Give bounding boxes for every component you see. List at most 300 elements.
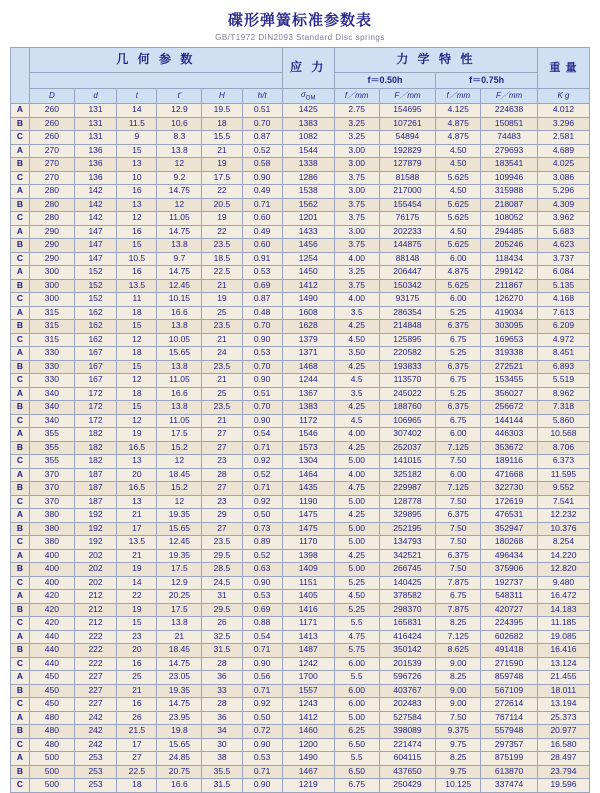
table-cell: 256672 (481, 401, 538, 415)
table-cell: 113570 (379, 374, 436, 388)
table-cell: 20.977 (537, 725, 589, 739)
table-cell: 229987 (379, 482, 436, 496)
table-cell: 35.5 (202, 765, 242, 779)
table-cell: 1379 (282, 333, 334, 347)
table-cell: 3.75 (334, 171, 379, 185)
table-cell: 131 (74, 131, 117, 145)
table-cell: 300 (29, 279, 74, 293)
table-cell: 23.5 (202, 536, 242, 550)
table-cell: 4.25 (334, 509, 379, 523)
table-cell: 21 (202, 279, 242, 293)
table-row (11, 225, 590, 239)
table-cell: 21 (202, 414, 242, 428)
table-cell: 125895 (379, 333, 436, 347)
row-series-label: B (11, 522, 30, 536)
table-cell: 260 (29, 131, 74, 145)
table-cell: 3.25 (334, 266, 379, 280)
table-cell: 182 (74, 455, 117, 469)
table-cell: 9.00 (436, 698, 481, 712)
table-cell: 25 (202, 306, 242, 320)
table-cell: 9.7 (157, 252, 202, 266)
table-cell: 3.75 (334, 198, 379, 212)
table-cell: 4.25 (334, 401, 379, 415)
table-row (11, 158, 590, 172)
table-cell: 270 (29, 144, 74, 158)
table-cell: 279693 (481, 144, 538, 158)
table-cell: 370 (29, 482, 74, 496)
table-cell: 14.183 (537, 603, 589, 617)
table-cell: 272614 (481, 698, 538, 712)
table-cell: 300 (29, 266, 74, 280)
row-series-label: C (11, 617, 30, 631)
table-cell: 16.472 (537, 590, 589, 604)
table-cell: 446303 (481, 428, 538, 442)
table-cell: 18 (117, 387, 157, 401)
table-cell: 3.75 (334, 212, 379, 226)
table-cell: 10.376 (537, 522, 589, 536)
table-cell: 420 (29, 590, 74, 604)
table-cell: 36 (202, 671, 242, 685)
table-cell: 227 (74, 698, 117, 712)
table-cell: 12 (117, 414, 157, 428)
table-cell: 4.623 (537, 239, 589, 253)
table-cell: 19.35 (157, 549, 202, 563)
table-cell: 14.75 (157, 266, 202, 280)
table-cell: 193833 (379, 360, 436, 374)
table-cell: 5.00 (334, 522, 379, 536)
table-cell: 192737 (481, 576, 538, 590)
table-cell: 12.232 (537, 509, 589, 523)
table-cell: 118434 (481, 252, 538, 266)
table-cell: 450 (29, 698, 74, 712)
table-cell: 23 (202, 455, 242, 469)
table-cell: 222 (74, 644, 117, 658)
table-cell: 24.85 (157, 752, 202, 766)
table-cell: 222 (74, 657, 117, 671)
group-header-weight: 重 量 (537, 48, 589, 89)
subheader-f075h: f＝0.75h (436, 73, 538, 89)
table-cell: 0.90 (242, 738, 282, 752)
table-cell: 13 (117, 455, 157, 469)
table-cell: 6.00 (334, 698, 379, 712)
table-cell: 315 (29, 320, 74, 334)
row-series-label: B (11, 725, 30, 739)
table-cell: 0.90 (242, 779, 282, 793)
table-cell: 13 (117, 198, 157, 212)
table-cell: 1304 (282, 455, 334, 469)
table-cell: 27 (202, 482, 242, 496)
table-cell: 1409 (282, 563, 334, 577)
table-cell: 260 (29, 104, 74, 118)
table-cell: 180268 (481, 536, 538, 550)
col-header-d: d (74, 89, 117, 104)
table-cell: 859748 (481, 671, 538, 685)
table-cell: 10.6 (157, 117, 202, 131)
table-cell: 5.5 (334, 671, 379, 685)
row-series-label: B (11, 198, 30, 212)
table-cell: 0.90 (242, 657, 282, 671)
table-cell: 6.00 (436, 468, 481, 482)
table-cell: 7.318 (537, 401, 589, 415)
table-cell: 9 (117, 131, 157, 145)
table-cell: 1171 (282, 617, 334, 631)
table-cell: 5.25 (436, 347, 481, 361)
table-cell: 437650 (379, 765, 436, 779)
table-cell: 4.25 (334, 360, 379, 374)
table-body (11, 104, 590, 793)
table-cell: 4.012 (537, 104, 589, 118)
table-cell: 355 (29, 441, 74, 455)
table-cell: 1286 (282, 171, 334, 185)
table-cell: 21.5 (117, 725, 157, 739)
table-cell: 12 (157, 158, 202, 172)
table-cell: 480 (29, 725, 74, 739)
table-row (11, 509, 590, 523)
table-cell: 20 (117, 644, 157, 658)
table-cell: 4.50 (334, 590, 379, 604)
table-cell: 6.00 (334, 657, 379, 671)
table-cell: 1412 (282, 279, 334, 293)
row-series-label: B (11, 603, 30, 617)
table-cell: 152 (74, 293, 117, 307)
table-row (11, 657, 590, 671)
table-cell: 6.375 (436, 401, 481, 415)
table-cell: 5.5 (334, 617, 379, 631)
table-cell: 23 (117, 630, 157, 644)
table-cell: 370 (29, 495, 74, 509)
table-cell: 220582 (379, 347, 436, 361)
table-cell: 25 (117, 671, 157, 685)
table-cell: 16.416 (537, 644, 589, 658)
table-cell: 6.00 (436, 428, 481, 442)
table-cell: 74483 (481, 131, 538, 145)
table-cell: 13.8 (157, 617, 202, 631)
table-cell: 10.568 (537, 428, 589, 442)
table-cell: 11.05 (157, 212, 202, 226)
row-series-label: A (11, 549, 30, 563)
table-cell: 147 (74, 239, 117, 253)
table-cell: 6.893 (537, 360, 589, 374)
table-cell: 13 (117, 495, 157, 509)
table-cell: 6.375 (436, 320, 481, 334)
table-cell: 30 (202, 738, 242, 752)
table-cell: 131 (74, 104, 117, 118)
table-cell: 491418 (481, 644, 538, 658)
table-cell: 15 (117, 360, 157, 374)
table-cell: 253 (74, 765, 117, 779)
col-header-F-050: F／mm (379, 89, 436, 104)
table-cell: 0.52 (242, 468, 282, 482)
table-cell: 206447 (379, 266, 436, 280)
table-cell: 4.00 (334, 252, 379, 266)
table-cell: 13.124 (537, 657, 589, 671)
group-header-geometry: 几 何 参 数 (29, 48, 282, 73)
table-cell: 0.69 (242, 279, 282, 293)
table-row (11, 252, 590, 266)
table-cell: 11.5 (117, 117, 157, 131)
col-header-t: t (117, 89, 157, 104)
table-cell: 34 (202, 725, 242, 739)
subheader-f050h: f＝0.50h (334, 73, 436, 89)
table-cell: 1573 (282, 441, 334, 455)
table-cell: 0.69 (242, 603, 282, 617)
table-cell: 23.5 (202, 320, 242, 334)
table-cell: 142 (74, 198, 117, 212)
table-cell: 23.5 (202, 401, 242, 415)
table-cell: 266745 (379, 563, 436, 577)
table-cell: 4.50 (334, 333, 379, 347)
table-cell: 0.48 (242, 306, 282, 320)
table-cell: 5.00 (334, 563, 379, 577)
table-cell: 1190 (282, 495, 334, 509)
table-cell: 108052 (481, 212, 538, 226)
table-row (11, 549, 590, 563)
table-cell: 0.73 (242, 522, 282, 536)
table-cell: 12.45 (157, 536, 202, 550)
table-column-header-row (11, 89, 590, 104)
table-cell: 280 (29, 185, 74, 199)
table-cell: 9.552 (537, 482, 589, 496)
table-cell: 4.875 (436, 131, 481, 145)
table-row (11, 711, 590, 725)
table-cell: 6.00 (436, 293, 481, 307)
row-series-label: B (11, 239, 30, 253)
table-cell: 224395 (481, 617, 538, 631)
table-cell: 440 (29, 644, 74, 658)
table-cell: 380 (29, 522, 74, 536)
table-cell: 245022 (379, 387, 436, 401)
row-series-label: A (11, 104, 30, 118)
table-cell: 18.5 (202, 252, 242, 266)
table-cell: 201539 (379, 657, 436, 671)
table-cell: 0.71 (242, 765, 282, 779)
table-cell: 93175 (379, 293, 436, 307)
table-cell: 378582 (379, 590, 436, 604)
group-header-mechanics: 力 学 特 性 (334, 48, 537, 73)
table-cell: 8.625 (436, 644, 481, 658)
row-series-label: A (11, 428, 30, 442)
table-cell: 1172 (282, 414, 334, 428)
table-cell: 12 (157, 198, 202, 212)
table-row (11, 266, 590, 280)
table-row (11, 401, 590, 415)
table-cell: 31.5 (202, 644, 242, 658)
table-cell: 27 (117, 752, 157, 766)
table-cell: 1416 (282, 603, 334, 617)
disc-spring-parameter-table (10, 47, 590, 793)
table-cell: 11.05 (157, 374, 202, 388)
table-cell: 8.962 (537, 387, 589, 401)
table-cell: 9.75 (436, 738, 481, 752)
table-row (11, 428, 590, 442)
table-cell: 4.50 (436, 144, 481, 158)
table-cell: 1490 (282, 293, 334, 307)
table-cell: 7.541 (537, 495, 589, 509)
table-cell: 0.51 (242, 104, 282, 118)
table-cell: 144144 (481, 414, 538, 428)
table-cell: 6.375 (436, 549, 481, 563)
table-cell: 419034 (481, 306, 538, 320)
table-cell: 3.00 (334, 144, 379, 158)
table-cell: 5.25 (436, 306, 481, 320)
table-cell: 370 (29, 468, 74, 482)
table-cell: 0.63 (242, 563, 282, 577)
table-cell: 380 (29, 509, 74, 523)
table-cell: 4.972 (537, 333, 589, 347)
table-cell: 187 (74, 482, 117, 496)
table-cell: 1082 (282, 131, 334, 145)
table-cell: 19.8 (157, 725, 202, 739)
table-cell: 16.5 (117, 482, 157, 496)
table-cell: 4.25 (334, 549, 379, 563)
table-row (11, 482, 590, 496)
table-cell: 18 (117, 779, 157, 793)
table-cell: 21 (117, 684, 157, 698)
table-cell: 202 (74, 576, 117, 590)
table-cell: 106965 (379, 414, 436, 428)
table-cell: 4.50 (436, 185, 481, 199)
table-cell: 1219 (282, 779, 334, 793)
table-cell: 253 (74, 779, 117, 793)
table-cell: 1468 (282, 360, 334, 374)
table-cell: 4.75 (334, 630, 379, 644)
table-cell: 0.90 (242, 414, 282, 428)
table-cell: 0.52 (242, 144, 282, 158)
table-cell: 567109 (481, 684, 538, 698)
table-cell: 4.00 (334, 293, 379, 307)
table-row (11, 738, 590, 752)
table-cell: 31.5 (202, 779, 242, 793)
table-cell: 398089 (379, 725, 436, 739)
table-cell: 1433 (282, 225, 334, 239)
table-row (11, 414, 590, 428)
row-series-label: A (11, 509, 30, 523)
row-series-label: A (11, 711, 30, 725)
table-cell: 192 (74, 509, 117, 523)
table-cell: 24.5 (202, 576, 242, 590)
table-cell: 54894 (379, 131, 436, 145)
table-cell: 8.25 (436, 617, 481, 631)
table-cell: 19 (117, 563, 157, 577)
table-cell: 0.71 (242, 644, 282, 658)
table-cell: 1412 (282, 711, 334, 725)
table-cell: 172 (74, 387, 117, 401)
table-cell: 342521 (379, 549, 436, 563)
table-row (11, 279, 590, 293)
table-cell: 604115 (379, 752, 436, 766)
table-cell: 3.962 (537, 212, 589, 226)
table-cell: 330 (29, 360, 74, 374)
table-cell: 15.65 (157, 347, 202, 361)
table-cell: 0.90 (242, 374, 282, 388)
table-row (11, 522, 590, 536)
col-header-f-075: f／mm (436, 89, 481, 104)
row-series-label: C (11, 212, 30, 226)
table-cell: 9.480 (537, 576, 589, 590)
col-header-F-075: F／mm (481, 89, 538, 104)
table-cell: 192 (74, 536, 117, 550)
row-series-label: C (11, 536, 30, 550)
table-cell: 10.125 (436, 779, 481, 793)
table-cell: 152 (74, 266, 117, 280)
table-cell: 183541 (481, 158, 538, 172)
table-cell: 1405 (282, 590, 334, 604)
row-series-label: A (11, 630, 30, 644)
table-cell: 1456 (282, 239, 334, 253)
table-cell: 11.185 (537, 617, 589, 631)
table-cell: 3.50 (334, 347, 379, 361)
table-cell: 172619 (481, 495, 538, 509)
table-cell: 403767 (379, 684, 436, 698)
table-cell: 322730 (481, 482, 538, 496)
row-series-label: C (11, 333, 30, 347)
table-cell: 0.70 (242, 117, 282, 131)
table-cell: 400 (29, 549, 74, 563)
table-cell: 440 (29, 657, 74, 671)
row-series-label: A (11, 387, 30, 401)
table-cell: 126270 (481, 293, 538, 307)
table-cell: 329895 (379, 509, 436, 523)
table-cell: 0.70 (242, 401, 282, 415)
row-series-label: C (11, 414, 30, 428)
table-cell: 6.00 (436, 252, 481, 266)
row-series-label: C (11, 171, 30, 185)
table-cell: 19 (117, 428, 157, 442)
table-cell: 297357 (481, 738, 538, 752)
row-series-label: C (11, 738, 30, 752)
table-cell: 1254 (282, 252, 334, 266)
row-series-label: C (11, 293, 30, 307)
table-row (11, 333, 590, 347)
table-cell: 315 (29, 306, 74, 320)
table-cell: 330 (29, 347, 74, 361)
table-cell: 0.53 (242, 347, 282, 361)
row-series-label: C (11, 495, 30, 509)
table-cell: 19.35 (157, 684, 202, 698)
table-cell: 16.6 (157, 387, 202, 401)
row-series-label: B (11, 279, 30, 293)
table-row (11, 320, 590, 334)
table-cell: 154695 (379, 104, 436, 118)
table-cell: 212 (74, 603, 117, 617)
table-cell: 21 (117, 509, 157, 523)
table-cell: 5.860 (537, 414, 589, 428)
table-cell: 127879 (379, 158, 436, 172)
row-series-label: B (11, 158, 30, 172)
table-cell: 23.05 (157, 671, 202, 685)
table-cell: 420 (29, 617, 74, 631)
table-cell: 242 (74, 738, 117, 752)
table-row (11, 144, 590, 158)
table-cell: 14.75 (157, 657, 202, 671)
table-cell: 20.25 (157, 590, 202, 604)
table-cell: 1608 (282, 306, 334, 320)
table-row (11, 306, 590, 320)
table-cell: 14.75 (157, 225, 202, 239)
table-cell: 294485 (481, 225, 538, 239)
table-cell: 6.084 (537, 266, 589, 280)
table-cell: 0.72 (242, 725, 282, 739)
table-cell: 0.90 (242, 171, 282, 185)
table-cell: 140425 (379, 576, 436, 590)
table-cell: 2.75 (334, 104, 379, 118)
table-cell: 8.25 (436, 752, 481, 766)
table-cell: 260 (29, 117, 74, 131)
table-cell: 0.60 (242, 239, 282, 253)
page-title: 碟形弹簧标准参数表 (227, 12, 372, 29)
table-cell: 5.5 (334, 752, 379, 766)
table-cell: 0.49 (242, 185, 282, 199)
